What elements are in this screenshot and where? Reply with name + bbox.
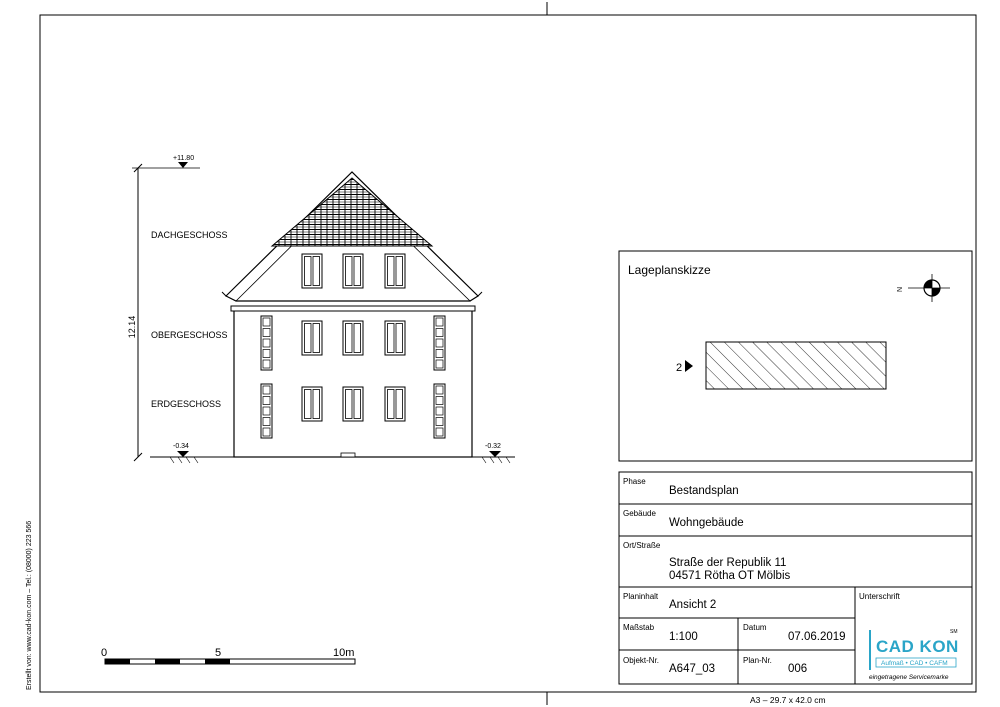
date-label: Datum bbox=[743, 623, 767, 632]
object-label: Objekt-Nr. bbox=[623, 656, 660, 665]
building-elevation bbox=[150, 172, 515, 457]
phase-label: Phase bbox=[623, 477, 646, 486]
date-value: 07.06.2019 bbox=[788, 631, 846, 643]
level-left-label: -0.34 bbox=[173, 443, 189, 450]
storey-upper: OBERGESCHOSS bbox=[151, 330, 228, 340]
logo-sub: Aufmaß • CAD • CAFM bbox=[881, 660, 948, 667]
north-label: N bbox=[897, 286, 904, 292]
scale-label: Maßstab bbox=[623, 623, 655, 632]
scale-bar bbox=[101, 647, 355, 664]
site-plan-building bbox=[706, 342, 886, 389]
location-label: Ort/Straße bbox=[623, 541, 661, 550]
roof-window-3 bbox=[385, 254, 405, 288]
level-left bbox=[170, 443, 198, 463]
content-label: Planinhalt bbox=[623, 592, 659, 601]
site-plan-title: Lageplanskizze bbox=[628, 263, 711, 277]
storey-roof: DACHGESCHOSS bbox=[151, 230, 228, 240]
scale-label-5: 5 bbox=[215, 647, 222, 659]
level-right-label: -0.32 bbox=[485, 443, 501, 450]
phase-value: Bestandsplan bbox=[669, 485, 739, 497]
signature-label: Unterschrift bbox=[859, 592, 900, 601]
scale-label-0: 0 bbox=[101, 647, 108, 659]
height-dim-label: 12.14 bbox=[127, 315, 137, 339]
object-value: A647_03 bbox=[669, 663, 716, 675]
scale-value: 1:100 bbox=[669, 631, 698, 643]
roof-window-1 bbox=[302, 254, 322, 288]
logo-text: CAD KON bbox=[876, 637, 959, 656]
content-value: Ansicht 2 bbox=[669, 599, 717, 611]
storey-ground: ERDGESCHOSS bbox=[151, 399, 222, 409]
location-line2: 04571 Rötha OT Mölbis bbox=[669, 570, 791, 582]
level-top-label: +11.80 bbox=[173, 155, 195, 162]
location-line1: Straße der Republik 11 bbox=[669, 557, 787, 569]
cadkon-logo bbox=[869, 629, 959, 681]
view-marker: 2 bbox=[676, 362, 683, 374]
building-label: Gebäude bbox=[623, 509, 656, 518]
level-top bbox=[173, 155, 194, 168]
level-right bbox=[482, 443, 510, 463]
side-note: Erstellt von: www.cad-kon.com – Tel.: (08000) 223 566 bbox=[26, 520, 33, 690]
roof-tiles bbox=[272, 178, 432, 246]
eaves-cornice bbox=[231, 306, 475, 311]
sheet-size: A3 – 29.7 x 42.0 cm bbox=[750, 695, 826, 705]
scale-label-10m: 10m bbox=[333, 647, 355, 659]
roof-window-2 bbox=[343, 254, 363, 288]
plan-value: 006 bbox=[788, 663, 808, 675]
plan-label: Plan-Nr. bbox=[743, 656, 772, 665]
height-dimension bbox=[127, 164, 200, 461]
logo-tag: eingetragene Servicemarke bbox=[869, 674, 949, 681]
site-plan bbox=[619, 251, 972, 461]
building-value: Wohngebäude bbox=[669, 517, 744, 529]
logo-sm: SM bbox=[950, 629, 958, 635]
